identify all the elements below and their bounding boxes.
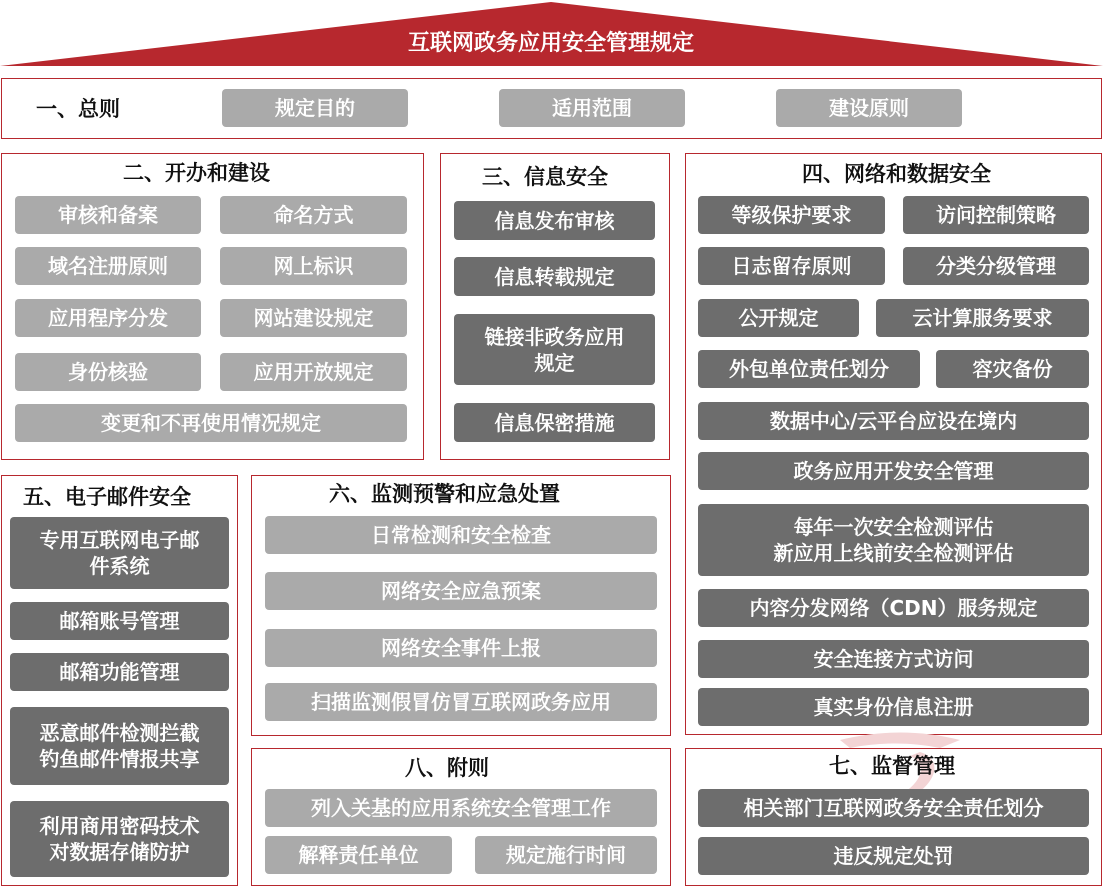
- section-setup-title: 二、开办和建设: [123, 161, 270, 185]
- item-classification: 分类分级管理: [903, 247, 1089, 285]
- item-app-opening: 应用开放规定: [220, 353, 407, 391]
- item-naming: 命名方式: [220, 196, 407, 234]
- item-online-identity: 网上标识: [220, 247, 407, 285]
- item-cdn: 内容分发网络（CDN）服务规定: [698, 589, 1089, 627]
- item-level-protection: 等级保护要求: [698, 196, 885, 234]
- item-change-discontinue: 变更和不再使用情况规定: [15, 404, 407, 442]
- item-review-filing: 审核和备案: [15, 196, 201, 234]
- header-roof: [0, 0, 1103, 72]
- section-supplementary-title: 八、附则: [405, 756, 489, 780]
- section-network-data-title: 四、网络和数据安全: [802, 162, 991, 186]
- item-reprint: 信息转载规定: [454, 257, 655, 296]
- item-disaster-backup: 容灾备份: [936, 350, 1089, 388]
- item-scope: 适用范围: [499, 89, 685, 127]
- item-external-links: 链接非政务应用 规定: [454, 314, 655, 385]
- item-counterfeit-scan: 扫描监测假冒仿冒互联网政务应用: [265, 683, 657, 721]
- section-email-security-title: 五、电子邮件安全: [23, 485, 191, 509]
- section-info-security-title: 三、信息安全: [482, 165, 608, 189]
- item-principles: 建设原则: [776, 89, 962, 127]
- item-penalty: 违反规定处罚: [698, 837, 1089, 875]
- section-supervision-title: 七、监督管理: [829, 754, 955, 778]
- item-dev-security: 政务应用开发安全管理: [698, 452, 1089, 490]
- item-secure-connection: 安全连接方式访问: [698, 640, 1089, 678]
- item-mailbox-function: 邮箱功能管理: [10, 653, 229, 691]
- item-publish-review: 信息发布审核: [454, 201, 655, 240]
- item-identity-verification: 身份核验: [15, 353, 201, 391]
- item-domain-registration: 域名注册原则: [15, 247, 201, 285]
- item-confidentiality: 信息保密措施: [454, 403, 655, 442]
- page-title: 互联网政务应用安全管理规定: [407, 31, 695, 56]
- item-outsourcing: 外包单位责任划分: [698, 350, 920, 388]
- item-purpose: 规定目的: [222, 89, 408, 127]
- item-emergency-plan: 网络安全应急预案: [265, 572, 657, 610]
- item-cii-systems: 列入关基的应用系统安全管理工作: [265, 789, 657, 827]
- item-crypto-protection: 利用商用密码技术 对数据存储防护: [10, 801, 229, 877]
- item-incident-report: 网络安全事件上报: [265, 629, 657, 667]
- item-dedicated-email: 专用互联网电子邮 件系统: [10, 517, 229, 589]
- item-dept-responsibility: 相关部门互联网政务安全责任划分: [698, 789, 1089, 827]
- section-monitoring-title: 六、监测预警和应急处置: [329, 482, 560, 506]
- item-access-control: 访问控制策略: [903, 196, 1089, 234]
- item-malicious-mail: 恶意邮件检测拦截 钓鱼邮件情报共享: [10, 707, 229, 785]
- item-log-retention: 日志留存原则: [698, 247, 885, 285]
- item-real-identity: 真实身份信息注册: [698, 688, 1089, 726]
- item-site-construction: 网站建设规定: [220, 299, 407, 337]
- item-cloud-service: 云计算服务要求: [876, 299, 1089, 337]
- item-daily-check: 日常检测和安全检查: [265, 516, 657, 554]
- item-security-assessment: 每年一次安全检测评估 新应用上线前安全检测评估: [698, 504, 1089, 576]
- item-mailbox-account: 邮箱账号管理: [10, 602, 229, 640]
- item-effective-date: 规定施行时间: [475, 836, 657, 874]
- item-app-distribution: 应用程序分发: [15, 299, 201, 337]
- item-interpretation-unit: 解释责任单位: [265, 836, 452, 874]
- section-general-title: 一、总则: [36, 97, 120, 121]
- item-disclosure: 公开规定: [698, 299, 859, 337]
- item-data-center-domestic: 数据中心/云平台应设在境内: [698, 402, 1089, 440]
